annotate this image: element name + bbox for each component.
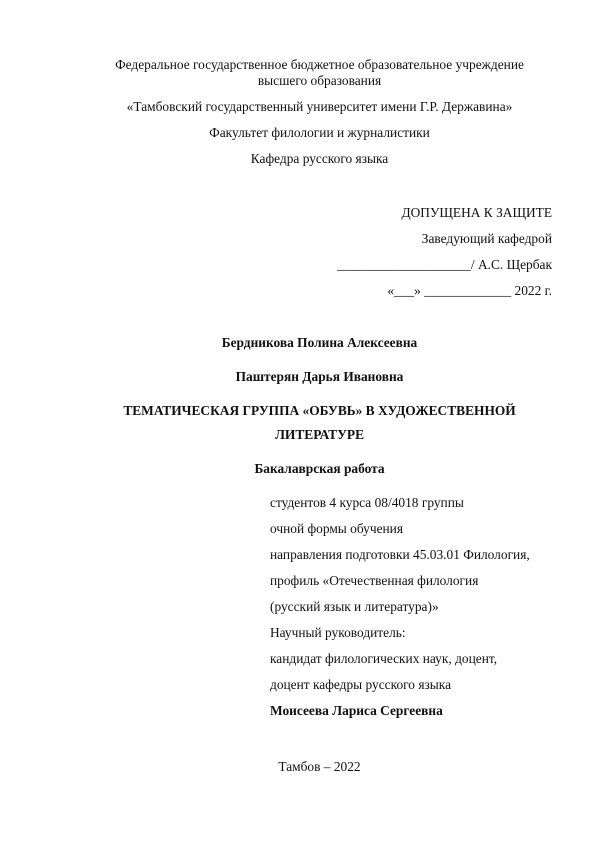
student-info-line: Научный руководитель:: [270, 625, 406, 640]
approval-signature-line: ____________________/ А.С. Щербак: [336, 257, 552, 272]
city-year-footer: Тамбов – 2022: [278, 759, 361, 774]
faculty-name: Факультет филологии и журналистики: [209, 125, 430, 140]
university-name: «Тамбовский государственный университет имени Г.Р. Державина»: [126, 99, 513, 114]
supervisor-name: Моисеева Лариса Сергеевна: [270, 703, 443, 718]
student-info-line: профиль «Отечественная филология: [270, 573, 479, 588]
author-name-1: Бердникова Полина Алексеевна: [221, 335, 418, 350]
institution-line-1: Федеральное государственное бюджетное образовательное учреждение: [115, 57, 524, 72]
approval-date-line: «___» _____________ 2022 г.: [387, 283, 552, 298]
student-info-line: доцент кафедры русского языка: [270, 677, 452, 692]
student-info-line: кандидат филологических наук, доцент,: [270, 651, 498, 666]
thesis-title-line-2: ЛИТЕРАТУРЕ: [274, 427, 365, 442]
student-info-line: студентов 4 курса 08/4018 группы: [270, 495, 464, 510]
work-type: Бакалаврская работа: [254, 461, 385, 476]
student-info-line: очной формы обучения: [270, 521, 404, 536]
approval-heading: ДОПУЩЕНА К ЗАЩИТЕ: [401, 205, 552, 220]
thesis-title-line-1: ТЕМАТИЧЕСКАЯ ГРУППА «ОБУВЬ» В ХУДОЖЕСТВЕННОЙ: [123, 403, 516, 418]
student-info-line: направления подготовки 45.03.01 Филология,: [270, 547, 530, 562]
institution-line-2: высшего образования: [257, 73, 382, 88]
student-info-line: (русский язык и литература)»: [270, 599, 439, 614]
approval-position: Заведующий кафедрой: [421, 231, 552, 246]
author-name-2: Паштерян Дарья Ивановна: [235, 369, 404, 384]
department-name: Кафедра русского языка: [250, 151, 389, 166]
